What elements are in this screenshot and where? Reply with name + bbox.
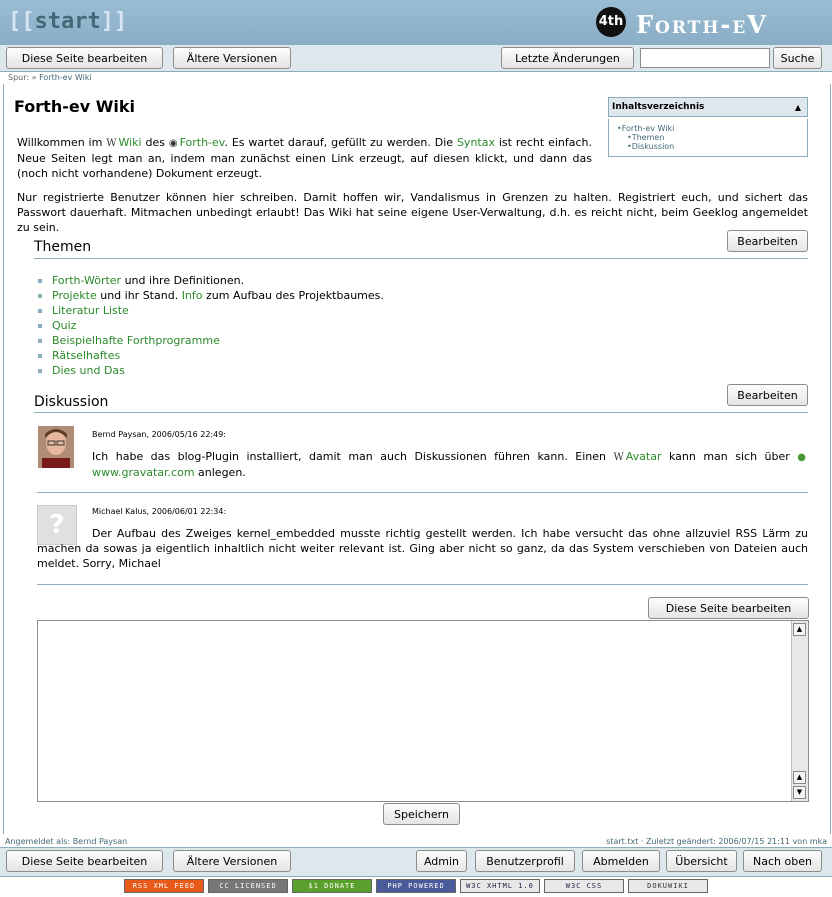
globe-icon: ◉ [168, 138, 178, 149]
quiz-link[interactable]: Quiz [52, 319, 77, 332]
divider [37, 584, 808, 585]
admin-button[interactable]: Admin [416, 850, 467, 872]
edit-page-button[interactable]: Diese Seite bearbeiten [648, 597, 809, 619]
section-heading-themen: Themen [34, 239, 92, 255]
edit-page-button[interactable]: Diese Seite bearbeiten [6, 47, 163, 69]
breadcrumb: Spur: » Forth-ev Wiki [8, 73, 92, 82]
forth-woerter-link[interactable]: Forth-Wörter [52, 274, 122, 287]
scroll-down-icon[interactable]: ▼ [793, 786, 806, 799]
site-title[interactable]: Forth-eV [636, 10, 768, 39]
old-versions-button[interactable]: Ältere Versionen [173, 850, 291, 872]
logged-in-info: Angemeldet als: Bernd Paysan [5, 837, 128, 846]
globe-icon: ● [797, 452, 806, 463]
page-id-link[interactable]: [[start]] [8, 9, 128, 34]
edit-page-button[interactable]: Diese Seite bearbeiten [6, 850, 163, 872]
comment-text: Der Aufbau des Zweiges kernel_embedded musste richtig gestellt werden. Ich habe versucht das ohne allzuviel RSS Lärm zu machen da sowas ja eigentlich inhaltlich nicht weiter relevant ist. Ging aber nicht so ganz, da das System verschieben von Dateien auch meldet. Sorry, Michael [37, 527, 808, 570]
css-badge[interactable]: W3C CSS [544, 879, 624, 893]
toc-toggle-icon[interactable]: ▲ [794, 103, 801, 112]
forthprogramme-link[interactable]: Beispielhafte Forthprogramme [52, 334, 220, 347]
gravatar-link[interactable]: www.gravatar.com [92, 466, 195, 479]
section-heading-diskussion: Diskussion [34, 394, 109, 410]
scrollbar[interactable] [791, 621, 808, 801]
literatur-link[interactable]: Literatur Liste [52, 304, 129, 317]
projekte-link[interactable]: Projekte [52, 289, 97, 302]
wikipedia-icon: W [106, 138, 117, 149]
comment-meta: Michael Kalus, 2006/06/01 22:34: [92, 507, 227, 516]
forth-ev-link[interactable]: Forth-ev [179, 136, 225, 149]
divider [34, 258, 808, 259]
wikipedia-icon: W [613, 452, 624, 463]
list-item [38, 348, 384, 363]
donate-badge[interactable]: $1 DONATE [292, 879, 372, 893]
old-versions-button[interactable]: Ältere Versionen [173, 47, 291, 69]
recent-changes-button[interactable]: Letzte Änderungen [501, 47, 634, 69]
comment-meta: Bernd Paysan, 2006/05/16 22:49: [92, 430, 226, 439]
list-item [38, 303, 384, 318]
search-input[interactable] [640, 48, 770, 68]
logout-button[interactable]: Abmelden [582, 850, 660, 872]
list-item [38, 333, 384, 348]
avatar [38, 426, 74, 468]
table-of-contents [608, 97, 808, 157]
site-header [0, 0, 832, 45]
cc-license-badge[interactable]: CC LICENSED [208, 879, 288, 893]
raetselhaftes-link[interactable]: Rätselhaftes [52, 349, 121, 362]
back-to-top-button[interactable]: Nach oben [743, 850, 822, 872]
search-button[interactable]: Suche [773, 47, 822, 69]
scroll-up-icon[interactable]: ▲ [793, 771, 806, 784]
rss-badge[interactable]: RSS XML FEED [124, 879, 204, 893]
xhtml-badge[interactable]: W3C XHTML 1.0 [460, 879, 540, 893]
breadcrumb-link[interactable]: Forth-ev Wiki [39, 73, 92, 82]
divider [37, 492, 808, 493]
dies-und-das-link[interactable]: Dies und Das [52, 364, 125, 377]
edit-section-diskussion-button[interactable]: Bearbeiten [727, 384, 808, 406]
toc-item[interactable]: •Diskussion [627, 142, 675, 151]
list-item [38, 363, 384, 378]
page-title: Forth-ev Wiki [14, 97, 135, 116]
top-toolbar [0, 44, 832, 72]
list-item: Forth-Wörter und ihre Definitionen. [38, 273, 384, 288]
scroll-up-icon[interactable]: ▲ [793, 623, 806, 636]
intro-paragraph-2: Nur registrierte Benutzer können hier schreiben. Damit hoffen wir, Vandalismus in Grenzen zu halten. Registriert euch, und sichert das Passwort dauerhaft. Mitmachen unbedingt erlaubt! Das Wiki hat seine eigene User-Verwaltung, d.h. es reicht nicht, beim Geeklog angemeldet zu sein. [17, 191, 808, 234]
overview-button[interactable]: Übersicht [666, 850, 737, 872]
info-link[interactable]: Info [181, 289, 203, 302]
syntax-link[interactable]: Syntax [456, 136, 495, 149]
avatar-placeholder: ? [37, 505, 77, 545]
list-item: Projekte und ihr Stand. Info zum Aufbau des Projektbaumes. [38, 288, 384, 303]
forth-logo-icon[interactable]: 4th [596, 7, 626, 37]
toc-item[interactable]: •Themen [627, 133, 665, 142]
divider [34, 412, 808, 413]
php-badge[interactable]: PHP POWERED [376, 879, 456, 893]
comment-text: Ich habe das blog-Plugin installiert, damit man auch Diskussionen führen kann. Einen W Avatar kann man sich über ●www.gravatar.com anlegen. [92, 450, 806, 479]
edit-section-themen-button[interactable]: Bearbeiten [727, 230, 808, 252]
wiki-link[interactable]: Wiki [118, 136, 142, 149]
dokuwiki-badge[interactable]: DOKUWIKI [628, 879, 708, 893]
comment-textarea[interactable] [37, 620, 809, 802]
toc-header[interactable]: Inhaltsverzeichnis ▲ [608, 97, 808, 117]
bottom-toolbar [0, 847, 832, 877]
avatar-link[interactable]: Avatar [625, 450, 662, 463]
profile-button[interactable]: Benutzerprofil [475, 850, 575, 872]
page-info: start.txt · Zuletzt geändert: 2006/07/15 21:11 von mka [606, 837, 827, 846]
themen-list [38, 273, 384, 378]
toc-item[interactable]: •Forth-ev Wiki [617, 124, 675, 133]
save-button[interactable]: Speichern [383, 803, 460, 825]
intro-paragraph-1: Willkommen im W Wiki des ◉ Forth-ev. Es wartet darauf, gefüllt zu werden. Die Syntax ist recht einfach. Neue Seiten legt man an, indem man zunächst einen Link erzeugt, auf diesen klickt, und dann das (noch nicht vorhandene) Dokument erzeugt. [17, 136, 593, 180]
list-item [38, 318, 384, 333]
